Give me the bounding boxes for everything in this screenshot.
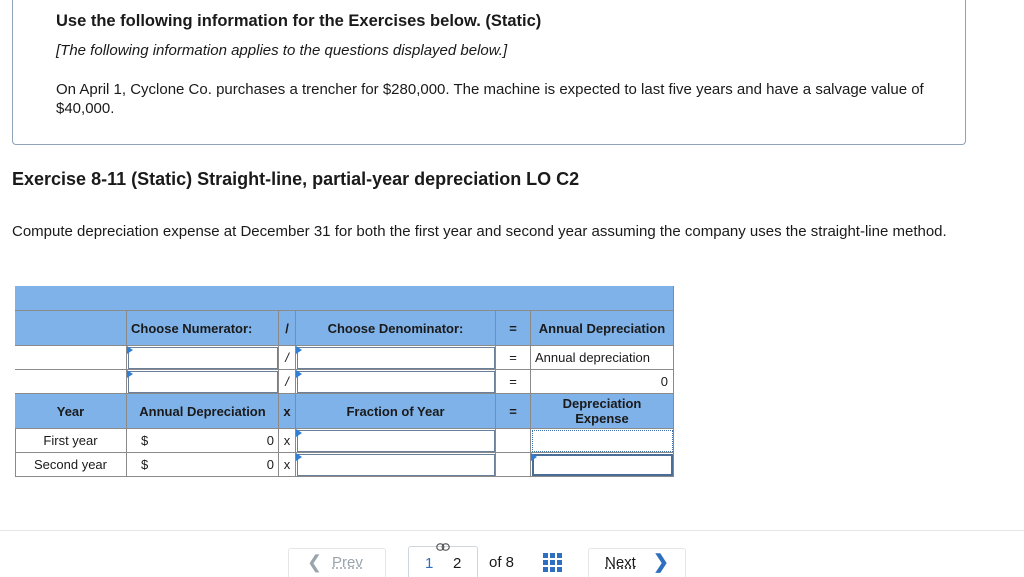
currency-sign: $ [141,457,149,472]
numerator-select-1[interactable] [128,347,278,369]
second-year-annual-value: 0 [266,457,274,472]
prev-label: Prev [332,554,363,571]
second-year-equals-cell [496,453,531,477]
exercise-instruction: Compute depreciation expense at December 31 for both the first year and second year assuming the company uses the straight-line method. [12,223,947,240]
year-header: Year [15,394,127,429]
depreciation-table [15,286,674,477]
row1-divide: / [279,346,296,370]
times-symbol: x [279,394,296,429]
page-current[interactable]: 1 [425,555,434,572]
row2-divide: / [279,370,296,394]
first-year-annual-cell [127,429,279,453]
page-next[interactable]: 2 [453,555,462,572]
first-year-fraction-input[interactable] [297,430,495,452]
row2-equals: = [496,370,531,394]
input-flag-icon [296,429,302,437]
denominator-select-1[interactable] [297,347,495,369]
equals-symbol: = [496,311,531,346]
currency-sign: $ [141,433,149,448]
row2-blank [15,370,127,394]
prev-button[interactable] [288,548,386,577]
equals-symbol-2: = [496,394,531,429]
numerator-select-2[interactable] [128,371,278,393]
table-top-header [15,286,674,311]
first-year-times: x [279,429,296,453]
second-year-expense-input[interactable] [532,454,673,476]
page-indicator[interactable] [408,546,478,577]
row1-equals: = [496,346,531,370]
next-button[interactable] [588,548,686,577]
second-year-times: x [279,453,296,477]
dropdown-flag-icon [127,370,133,378]
input-flag-icon [296,453,302,461]
row1-result: Annual depreciation [531,346,674,370]
chevron-left-icon: ❮ [307,552,323,572]
first-year-expense-output [532,430,673,452]
second-year-fraction-input[interactable] [297,454,495,476]
dep-expense-header: Depreciation Expense [531,394,674,429]
header-blank [15,311,127,346]
info-title: Use the following information for the Exercises below. (Static) [56,12,542,30]
exercise-title: Exercise 8-11 (Static) Straight-line, partial-year depreciation LO C2 [12,169,580,189]
year-second-label: Second year [15,453,127,477]
info-body: On April 1, Cyclone Co. purchases a trencher for $280,000. The machine is expected to last five years and have a salvage value of $40,000. [56,81,924,117]
denominator-select-2[interactable] [297,371,495,393]
annual-depreciation-header: Annual Depreciation [531,311,674,346]
dropdown-flag-icon [296,370,302,378]
grid-icon[interactable] [543,553,562,572]
dropdown-flag-icon [127,346,133,354]
page-total: of 8 [489,554,515,571]
next-label: Next [605,554,636,571]
row2-result: 0 [531,370,674,394]
footer-divider [0,530,1024,531]
link-icon [436,543,450,551]
numerator-header: Choose Numerator: [127,311,279,346]
row1-blank [15,346,127,370]
chevron-right-icon: ❯ [653,552,669,573]
denominator-header: Choose Denominator: [296,311,496,346]
year-first-label: First year [15,429,127,453]
dropdown-flag-icon [296,346,302,354]
input-flag-icon [531,453,537,461]
info-note: [The following information applies to the questions displayed below.] [56,42,508,59]
annual-dep-header: Annual Depreciation [127,394,279,429]
second-year-annual-cell [127,453,279,477]
first-year-annual-value: 0 [266,433,274,448]
divide-symbol: / [279,311,296,346]
fraction-header: Fraction of Year [296,394,496,429]
first-year-equals-cell [496,429,531,453]
